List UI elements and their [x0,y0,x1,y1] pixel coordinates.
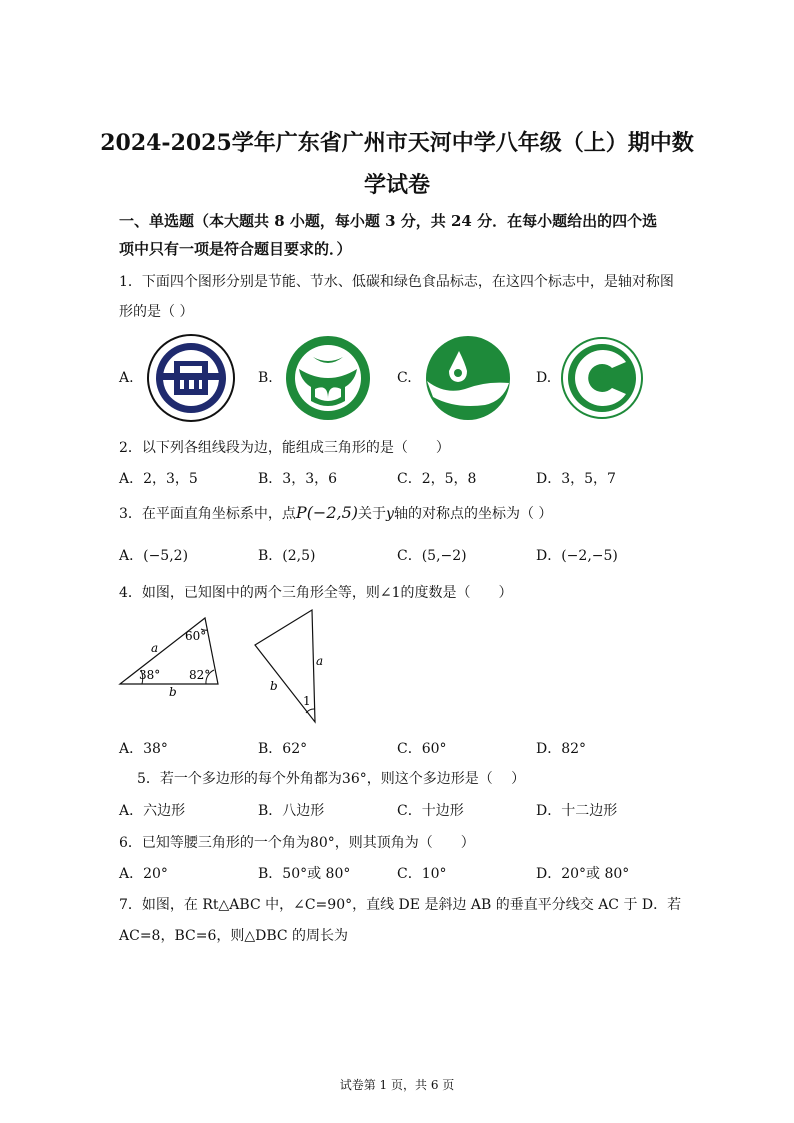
q7-stem-line2: AC=8，BC=6，则△DBC 的周长为 [119,928,349,944]
q2-option-b: B．3，3，6 [258,471,338,487]
q4-right-triangle-figure [250,605,330,727]
q5-option-a: A．六边形 [119,803,186,819]
q4-left-side-b: b [169,685,177,699]
q5-option-b: B．八边形 [258,803,325,819]
q4-stem: 4．如图，已知图中的两个三角形全等，则∠1的度数是（ ） [119,585,513,601]
q4-left-angle-left: 38° [139,668,161,682]
q3-point: P(−2,5) [295,503,359,522]
q6-option-d: D．20°或 80° [536,866,630,882]
q4-left-angle-top: 60° [185,629,207,643]
q2-option-a: A．2，3，5 [119,471,198,487]
q1-option-b-label: B. [258,370,273,386]
q3-stem-part3: 轴的对称点的坐标为（ ） [393,506,553,522]
page-footer: 试卷第 1 页，共 6 页 [339,1078,455,1092]
q5-stem: 5．若一个多边形的每个外角都为36°，则这个多边形是（ ） [137,771,526,787]
q3-option-c: C．(5,−2) [397,548,467,564]
q1-stem-line1: 1．下面四个图形分别是节能、节水、低碳和绿色食品标志，在这四个标志中，是轴对称图 [119,274,674,290]
q4-left-triangle-figure [115,610,225,700]
q6-option-c: C．10° [397,866,447,882]
q3-stem [119,503,552,523]
q6-option-b: B．50°或 80° [258,866,351,882]
q3-stem-part1: 3．在平面直角坐标系中，点 [119,506,296,522]
q3-option-b: B．(2,5) [258,548,316,564]
q4-right-side-a: a [316,654,324,668]
q2-option-d: D．3，5，7 [536,471,616,487]
low-carbon-logo-icon [560,336,644,420]
q4-right-angle-1: 1 [303,694,311,708]
q2-option-c: C．2，5，8 [397,471,477,487]
q4-option-c: C．60° [397,741,447,757]
water-saving-logo-icon [425,335,511,421]
q1-option-a-label: A. [119,370,134,386]
green-food-logo-icon [285,335,371,421]
q4-option-b: B．62° [258,741,308,757]
q3-option-a: A．(−5,2) [119,548,189,564]
q3-stem-part2: 关于 [358,506,387,522]
q4-left-side-a: a [151,641,159,655]
q5-option-c: C．十边形 [397,803,464,819]
q4-option-d: D．82° [536,741,587,757]
section-heading-line2: 项中只有一项是符合题目要求的．） [119,240,352,258]
section-heading-line1: 一、单选题（本大题共 8 小题，每小题 3 分，共 24 分．在每小题给出的四个选 [119,212,658,230]
q3-axis: y [386,506,394,522]
q6-option-a: A．20° [119,866,168,882]
q2-stem: 2．以下列各组线段为边，能组成三角形的是（ ） [119,440,450,456]
q4-left-angle-right: 82° [189,668,211,682]
q7-stem-line1: 7．如图，在 Rt△ABC 中，∠C=90°，直线 DE 是斜边 AB 的垂直平分线交 AC 于 D．若 [119,897,682,913]
page-title-line2: 学试卷 [363,172,430,198]
q1-stem-line2: 形的是（ ） [119,304,194,320]
page-title-line1: 2024-2025学年广东省广州市天河中学八年级（上）期中数 [100,130,694,156]
q4-option-a: A．38° [119,741,168,757]
q4-right-side-b: b [270,679,278,693]
q3-option-d: D．(−2,−5) [536,548,618,564]
q6-stem: 6．已知等腰三角形的一个角为80°，则其顶角为（ ） [119,835,475,851]
energy-saving-logo-icon [146,333,236,423]
q1-option-c-label: C. [397,370,412,386]
q1-option-d-label: D. [536,370,552,386]
q5-option-d: D．十二边形 [536,803,618,819]
